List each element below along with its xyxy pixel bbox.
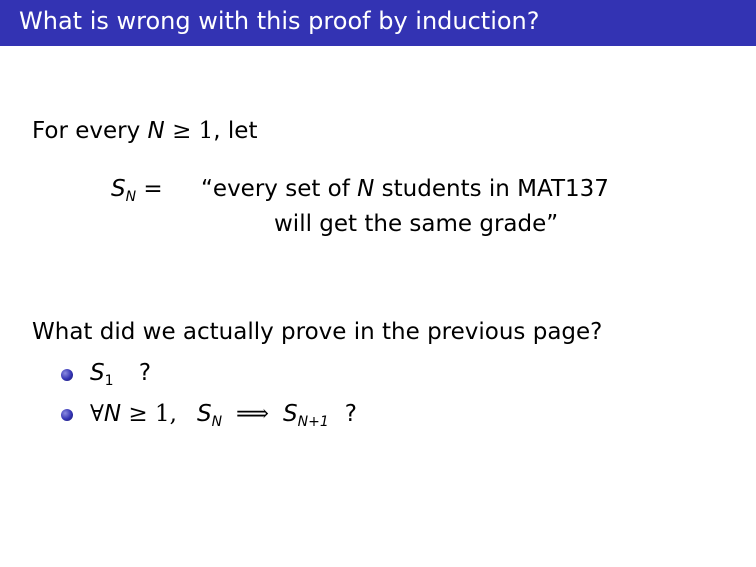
bullet-1-sub: 1 [104, 373, 114, 389]
definition-quote-start: “every set of [201, 176, 358, 202]
definition-quote-N: N [357, 176, 375, 202]
bullet-2-sub-left: N [211, 414, 223, 430]
question-text: What did we actually prove in the previous page? [32, 319, 603, 345]
bullet-2-S-left: S [196, 401, 212, 427]
bullet-2 [90, 400, 357, 436]
bullet-2-N: N [103, 401, 122, 427]
intro-for-every: For every [32, 118, 148, 144]
bullet-1-marker [61, 369, 73, 381]
definition-quote-end: students in MAT137 [374, 176, 609, 202]
bullet-1-question: ? [138, 360, 152, 386]
bullet-2-marker [61, 409, 73, 421]
intro-N: N [147, 118, 165, 144]
bullet-2-S-right: S [283, 401, 298, 427]
intro-line [32, 117, 257, 145]
definition-S: S [111, 176, 126, 202]
title-bar [0, 0, 756, 46]
definition-lhs [111, 175, 163, 211]
intro-geq-one: ≥ 1 [164, 118, 214, 144]
slide-title: What is wrong with this proof by induction? [19, 7, 540, 35]
intro-let: , let [213, 118, 258, 144]
definition-sub-N: N [125, 189, 137, 205]
bullet-2-sub-right: N+1 [297, 414, 329, 430]
bullet-2-question: ? [344, 401, 357, 427]
definition-equals: = [136, 176, 163, 202]
definition-quote-line-1 [201, 175, 609, 203]
bullet-1-S: S [90, 360, 105, 386]
bullet-1 [90, 359, 151, 395]
bullet-2-forall: ∀ [90, 401, 104, 427]
bullet-2-implies: ⟹ [236, 401, 270, 427]
bullet-2-geq-one: ≥ 1, [121, 401, 177, 427]
definition-quote-line-2: will get the same grade” [274, 211, 559, 237]
